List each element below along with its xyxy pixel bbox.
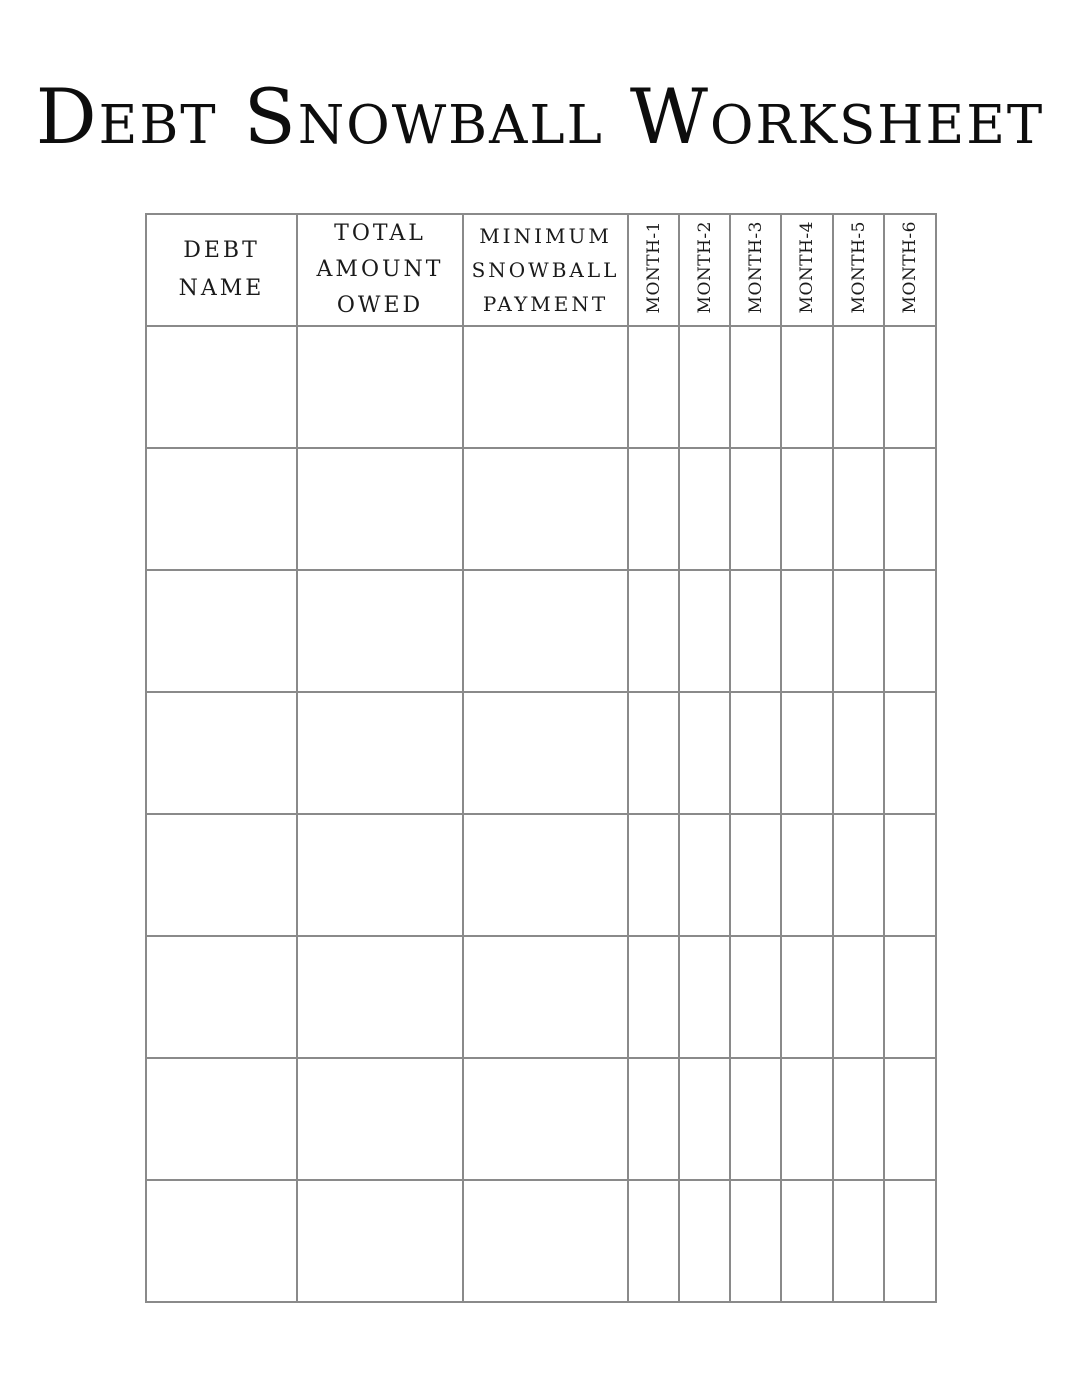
minimum-snowball-payment-cell[interactable] <box>463 1058 628 1180</box>
month-1-cell[interactable] <box>628 448 679 570</box>
table-row <box>146 570 936 692</box>
header-text-line: AMOUNT <box>316 257 444 282</box>
month-6-cell[interactable] <box>884 814 936 936</box>
header-text-line: OWED <box>336 293 424 318</box>
month-5-cell[interactable] <box>833 1180 884 1302</box>
debt-name-cell[interactable] <box>146 1180 297 1302</box>
month-label: MONTH-5 <box>848 221 869 314</box>
month-3-cell[interactable] <box>730 448 781 570</box>
month-2-cell[interactable] <box>679 1180 730 1302</box>
month-4-cell[interactable] <box>781 1058 833 1180</box>
debt-name-cell[interactable] <box>146 936 297 1058</box>
month-6-cell[interactable] <box>884 448 936 570</box>
total-amount-owed-cell[interactable] <box>297 448 463 570</box>
month-4-cell[interactable] <box>781 570 833 692</box>
month-5-cell[interactable] <box>833 692 884 814</box>
header-month-1 <box>628 214 679 326</box>
worksheet-body <box>146 326 936 1302</box>
month-label: MONTH-1 <box>643 221 664 314</box>
month-3-cell[interactable] <box>730 1058 781 1180</box>
minimum-snowball-payment-cell[interactable] <box>463 814 628 936</box>
month-4-cell[interactable] <box>781 936 833 1058</box>
month-5-cell[interactable] <box>833 570 884 692</box>
table-row <box>146 1180 936 1302</box>
month-6-cell[interactable] <box>884 1058 936 1180</box>
header-text-line: PAYMENT <box>482 292 609 316</box>
month-2-cell[interactable] <box>679 936 730 1058</box>
minimum-snowball-payment-cell[interactable] <box>463 692 628 814</box>
month-2-cell[interactable] <box>679 692 730 814</box>
table-row <box>146 692 936 814</box>
month-2-cell[interactable] <box>679 570 730 692</box>
debt-name-cell[interactable] <box>146 448 297 570</box>
month-label: MONTH-6 <box>900 221 920 314</box>
header-text-line: MINIMUM <box>479 224 612 248</box>
minimum-snowball-payment-cell[interactable] <box>463 448 628 570</box>
total-amount-owed-cell[interactable] <box>297 936 463 1058</box>
month-3-cell[interactable] <box>730 1180 781 1302</box>
total-amount-owed-cell[interactable] <box>297 692 463 814</box>
month-3-cell[interactable] <box>730 570 781 692</box>
month-5-cell[interactable] <box>833 1058 884 1180</box>
header-debt-name <box>146 214 297 326</box>
total-amount-owed-cell[interactable] <box>297 570 463 692</box>
total-amount-owed-cell[interactable] <box>297 814 463 936</box>
month-6-cell[interactable] <box>884 692 936 814</box>
month-4-cell[interactable] <box>781 692 833 814</box>
month-1-cell[interactable] <box>628 1058 679 1180</box>
month-1-cell[interactable] <box>628 570 679 692</box>
header-total-amount-owed <box>297 214 463 326</box>
header-minimum-snowball-payment <box>463 214 628 326</box>
month-6-cell[interactable] <box>884 936 936 1058</box>
total-amount-owed-cell[interactable] <box>297 1058 463 1180</box>
month-6-cell[interactable] <box>884 326 936 448</box>
month-4-cell[interactable] <box>781 326 833 448</box>
month-2-cell[interactable] <box>679 814 730 936</box>
month-label: MONTH-2 <box>694 221 715 314</box>
month-4-cell[interactable] <box>781 1180 833 1302</box>
month-4-cell[interactable] <box>781 448 833 570</box>
table-row <box>146 1058 936 1180</box>
header-text-line: DEBT <box>183 238 260 263</box>
month-2-cell[interactable] <box>679 448 730 570</box>
table-row <box>146 936 936 1058</box>
header-text-line: TOTAL <box>334 221 426 246</box>
month-3-cell[interactable] <box>730 326 781 448</box>
debt-name-cell[interactable] <box>146 326 297 448</box>
header-text-line: NAME <box>178 276 265 301</box>
debt-name-cell[interactable] <box>146 814 297 936</box>
month-3-cell[interactable] <box>730 814 781 936</box>
table-row <box>146 448 936 570</box>
month-1-cell[interactable] <box>628 692 679 814</box>
header-month-5 <box>833 214 884 326</box>
month-1-cell[interactable] <box>628 936 679 1058</box>
month-1-cell[interactable] <box>628 814 679 936</box>
debt-name-cell[interactable] <box>146 1058 297 1180</box>
debt-worksheet-table <box>145 213 937 1303</box>
month-1-cell[interactable] <box>628 1180 679 1302</box>
debt-name-cell[interactable] <box>146 692 297 814</box>
debt-name-cell[interactable] <box>146 570 297 692</box>
header-text-line: SNOWBALL <box>471 258 620 282</box>
month-5-cell[interactable] <box>833 326 884 448</box>
month-2-cell[interactable] <box>679 326 730 448</box>
minimum-snowball-payment-cell[interactable] <box>463 1180 628 1302</box>
header-month-2 <box>679 214 730 326</box>
minimum-snowball-payment-cell[interactable] <box>463 936 628 1058</box>
header-month-4 <box>781 214 833 326</box>
month-label: MONTH-4 <box>797 221 817 314</box>
total-amount-owed-cell[interactable] <box>297 326 463 448</box>
month-4-cell[interactable] <box>781 814 833 936</box>
header-row <box>146 214 936 326</box>
month-label: MONTH-3 <box>745 221 766 314</box>
header-month-6 <box>884 214 936 326</box>
month-6-cell[interactable] <box>884 1180 936 1302</box>
total-amount-owed-cell[interactable] <box>297 1180 463 1302</box>
header-month-3 <box>730 214 781 326</box>
table-row <box>146 326 936 448</box>
table-row <box>146 814 936 936</box>
month-5-cell[interactable] <box>833 814 884 936</box>
month-3-cell[interactable] <box>730 936 781 1058</box>
month-1-cell[interactable] <box>628 326 679 448</box>
minimum-snowball-payment-cell[interactable] <box>463 570 628 692</box>
month-3-cell[interactable] <box>730 692 781 814</box>
minimum-snowball-payment-cell[interactable] <box>463 326 628 448</box>
month-6-cell[interactable] <box>884 570 936 692</box>
month-2-cell[interactable] <box>679 1058 730 1180</box>
month-5-cell[interactable] <box>833 936 884 1058</box>
page-title: Debt Snowball Worksheet <box>35 72 1045 161</box>
month-5-cell[interactable] <box>833 448 884 570</box>
